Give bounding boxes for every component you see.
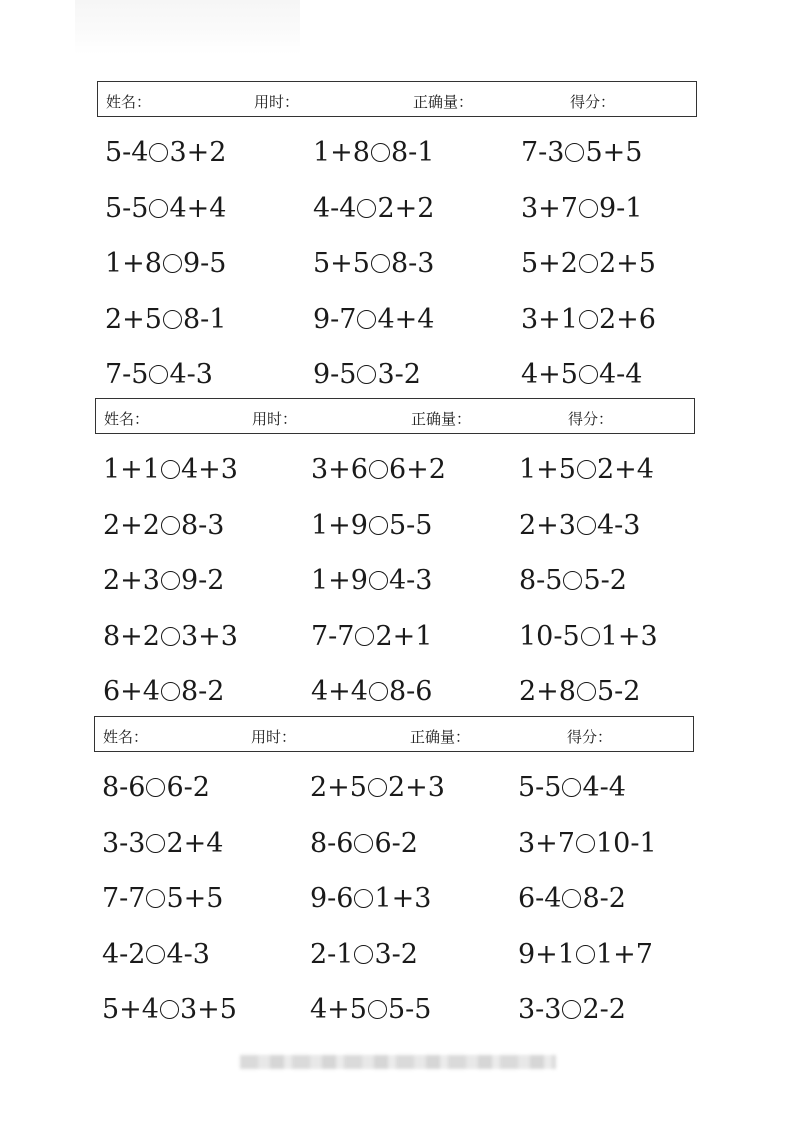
left-expression: 5-4 [105,137,149,168]
answer-circle[interactable] [146,834,165,853]
comparison-problem [103,507,311,563]
right-expression: 2+3 [387,772,445,803]
answer-circle[interactable] [160,1000,179,1019]
left-expression: 2-1 [310,938,354,970]
left-expression: 4-4 [313,192,357,224]
answer-circle[interactable] [565,143,584,162]
right-expression: 6+2 [388,454,446,485]
left-expression: 7-7 [311,620,355,652]
right-expression: 3-2 [377,359,421,390]
right-expression: 2+4 [166,827,224,859]
accuracy-label[interactable]: 正确量： [411,410,472,428]
right-expression: 5-5 [388,509,433,541]
right-expression: 3+2 [169,137,227,168]
left-expression: 4+4 [311,676,368,707]
right-expression: 4+4 [169,192,227,224]
left-expression: 1+8 [313,137,370,168]
left-expression: 2+8 [519,676,576,707]
blurred-footer-watermark [240,1055,556,1069]
answer-circle[interactable] [161,571,180,590]
left-expression: 3+7 [518,827,575,859]
answer-circle[interactable] [149,199,168,218]
right-expression: 8-2 [180,676,225,707]
right-expression: 1+3 [600,620,658,652]
left-expression: 4+5 [310,994,367,1025]
comparison-problem [310,936,518,992]
left-expression: 3+6 [311,454,368,485]
comparison-problem [105,245,313,301]
answer-circle[interactable] [369,682,388,701]
right-expression: 2-2 [582,994,626,1025]
answer-circle[interactable] [163,254,182,273]
left-expression: 7-7 [102,883,146,914]
comparison-problem [313,134,521,190]
answer-circle[interactable] [149,143,168,162]
answer-circle[interactable] [576,834,595,853]
answer-circle[interactable] [354,834,373,853]
right-expression: 5-2 [596,676,641,707]
comparison-problem [310,880,518,936]
right-expression: 1+3 [374,883,432,914]
answer-circle[interactable] [577,516,596,535]
left-expression: 9-7 [313,303,357,335]
left-expression: 1+1 [103,454,160,485]
answer-circle[interactable] [161,516,180,535]
right-expression: 4-3 [169,359,213,390]
right-expression: 6-2 [374,827,418,859]
left-expression: 5-5 [518,772,562,803]
comparison-problem [518,880,708,936]
right-expression: 4-4 [582,772,626,803]
comparison-problem [105,301,313,357]
right-expression: 5+5 [166,883,224,914]
worksheet-section-2 [95,398,705,707]
left-expression: 8-6 [102,772,146,803]
left-expression: 2+5 [310,772,367,803]
left-expression: 2+5 [105,303,162,335]
left-expression: 2+3 [519,509,576,541]
answer-circle[interactable] [368,1000,387,1019]
time-label[interactable]: 用时： [252,410,298,428]
right-expression: 3+3 [180,620,238,652]
left-expression: 5+2 [521,248,578,279]
left-expression: 9+1 [518,938,575,970]
left-expression: 1+9 [311,509,368,541]
comparison-problem [105,134,313,190]
left-expression: 2+2 [103,509,160,541]
left-expression: 8-5 [519,565,563,596]
answer-circle[interactable] [161,682,180,701]
accuracy-label[interactable]: 正确量： [413,93,474,111]
comparison-problem [103,451,311,507]
right-expression: 8-6 [388,676,433,707]
left-expression: 6+4 [103,676,160,707]
right-expression: 4-3 [596,509,641,541]
answer-circle[interactable] [562,889,581,908]
name-label[interactable]: 姓名： [104,410,150,428]
left-expression: 7-5 [105,359,149,390]
right-expression: 4-3 [388,565,433,596]
name-label[interactable]: 姓名： [103,728,149,746]
right-expression: 2+4 [596,454,654,485]
left-expression: 5-5 [105,192,149,224]
answer-circle[interactable] [576,945,595,964]
problem-grid [105,134,711,412]
comparison-problem [518,991,708,1047]
left-expression: 3+1 [521,303,578,335]
answer-circle[interactable] [357,310,376,329]
comparison-problem [313,301,521,357]
comparison-problem [521,301,711,357]
answer-circle[interactable] [357,199,376,218]
answer-circle[interactable] [579,254,598,273]
answer-circle[interactable] [163,310,182,329]
right-expression: 4+4 [377,303,435,335]
scan-smudge [75,0,300,55]
comparison-problem [102,769,310,825]
comparison-problem [519,618,709,674]
worksheet-section-1 [97,81,707,390]
comparison-problem [102,936,310,992]
answer-circle[interactable] [146,889,165,908]
comparison-problem [518,825,708,881]
comparison-problem [102,825,310,881]
left-expression: 6-4 [518,883,562,914]
left-expression: 2+3 [103,565,160,596]
right-expression: 2+5 [598,248,656,279]
right-expression: 5-2 [583,565,627,596]
score-label[interactable]: 得分： [567,728,613,746]
comparison-problem [519,507,709,563]
comparison-problem [521,245,711,301]
left-expression: 4-2 [102,938,146,970]
right-expression: 8-2 [582,883,626,914]
comparison-problem [313,190,521,246]
comparison-problem [310,769,518,825]
left-expression: 3+7 [521,192,578,224]
right-expression: 6-2 [166,772,210,803]
info-header [94,716,694,752]
answer-circle[interactable] [369,460,388,479]
score-label[interactable]: 得分： [570,93,616,111]
comparison-problem [518,936,708,992]
answer-circle[interactable] [369,516,388,535]
problem-grid [102,769,708,1047]
right-expression: 1+7 [595,938,653,970]
answer-circle[interactable] [355,627,374,646]
right-expression: 5+5 [585,137,643,168]
comparison-problem [311,618,519,674]
answer-circle[interactable] [581,627,600,646]
comparison-problem [102,880,310,936]
left-expression: 4+5 [521,359,578,390]
right-expression: 3-2 [374,938,418,970]
answer-circle[interactable] [354,889,373,908]
answer-circle[interactable] [149,365,168,384]
comparison-problem [519,451,709,507]
info-header [95,398,695,434]
answer-circle[interactable] [368,778,387,797]
answer-circle[interactable] [563,571,582,590]
answer-circle[interactable] [579,199,598,218]
right-expression: 4-4 [598,359,643,390]
comparison-problem [311,507,519,563]
name-label[interactable]: 姓名： [106,93,152,111]
right-expression: 9-5 [182,248,227,279]
right-expression: 4-3 [166,938,210,970]
answer-circle[interactable] [161,460,180,479]
worksheet-section-3 [94,716,704,1025]
comparison-problem [103,562,311,618]
comparison-problem [313,245,521,301]
right-expression: 8-1 [182,303,227,335]
right-expression: 5-5 [387,994,432,1025]
answer-circle[interactable] [579,365,598,384]
right-expression: 8-1 [390,137,435,168]
left-expression: 8-6 [310,827,354,859]
right-expression: 9-2 [180,565,225,596]
comparison-problem [521,134,711,190]
answer-circle[interactable] [146,778,165,797]
time-label[interactable]: 用时： [254,93,300,111]
comparison-problem [310,991,518,1047]
comparison-problem [521,190,711,246]
right-expression: 2+2 [377,192,435,224]
right-expression: 9-1 [598,192,643,224]
right-expression: 2+1 [375,620,433,652]
problem-grid [103,451,709,729]
comparison-problem [311,451,519,507]
comparison-problem [519,562,709,618]
answer-circle[interactable] [562,778,581,797]
score-label[interactable]: 得分： [568,410,614,428]
left-expression: 7-3 [521,137,565,168]
left-expression: 1+5 [519,454,576,485]
left-expression: 3-3 [518,994,562,1025]
right-expression: 3+5 [179,994,237,1025]
comparison-problem [105,190,313,246]
comparison-problem [518,769,708,825]
left-expression: 9-6 [310,883,354,914]
comparison-problem [311,562,519,618]
answer-circle[interactable] [357,365,376,384]
answer-circle[interactable] [371,254,390,273]
right-expression: 8-3 [390,248,435,279]
accuracy-label[interactable]: 正确量： [410,728,471,746]
left-expression: 1+8 [105,248,162,279]
right-expression: 4+3 [180,454,238,485]
answer-circle[interactable] [562,1000,581,1019]
left-expression: 9-5 [313,359,357,390]
time-label[interactable]: 用时： [251,728,297,746]
answer-circle[interactable] [579,310,598,329]
answer-circle[interactable] [146,945,165,964]
right-expression: 2+6 [598,303,656,335]
left-expression: 10-5 [519,620,580,652]
right-expression: 10-1 [595,827,657,859]
left-expression: 3-3 [102,827,146,859]
left-expression: 5+5 [313,248,370,279]
answer-circle[interactable] [161,627,180,646]
comparison-problem [102,991,310,1047]
answer-circle[interactable] [577,460,596,479]
answer-circle[interactable] [577,682,596,701]
answer-circle[interactable] [369,571,388,590]
answer-circle[interactable] [371,143,390,162]
comparison-problem [103,618,311,674]
left-expression: 1+9 [311,565,368,596]
comparison-problem [310,825,518,881]
answer-circle[interactable] [354,945,373,964]
right-expression: 8-3 [180,509,225,541]
left-expression: 5+4 [102,994,159,1025]
left-expression: 8+2 [103,620,160,652]
info-header [97,81,697,117]
